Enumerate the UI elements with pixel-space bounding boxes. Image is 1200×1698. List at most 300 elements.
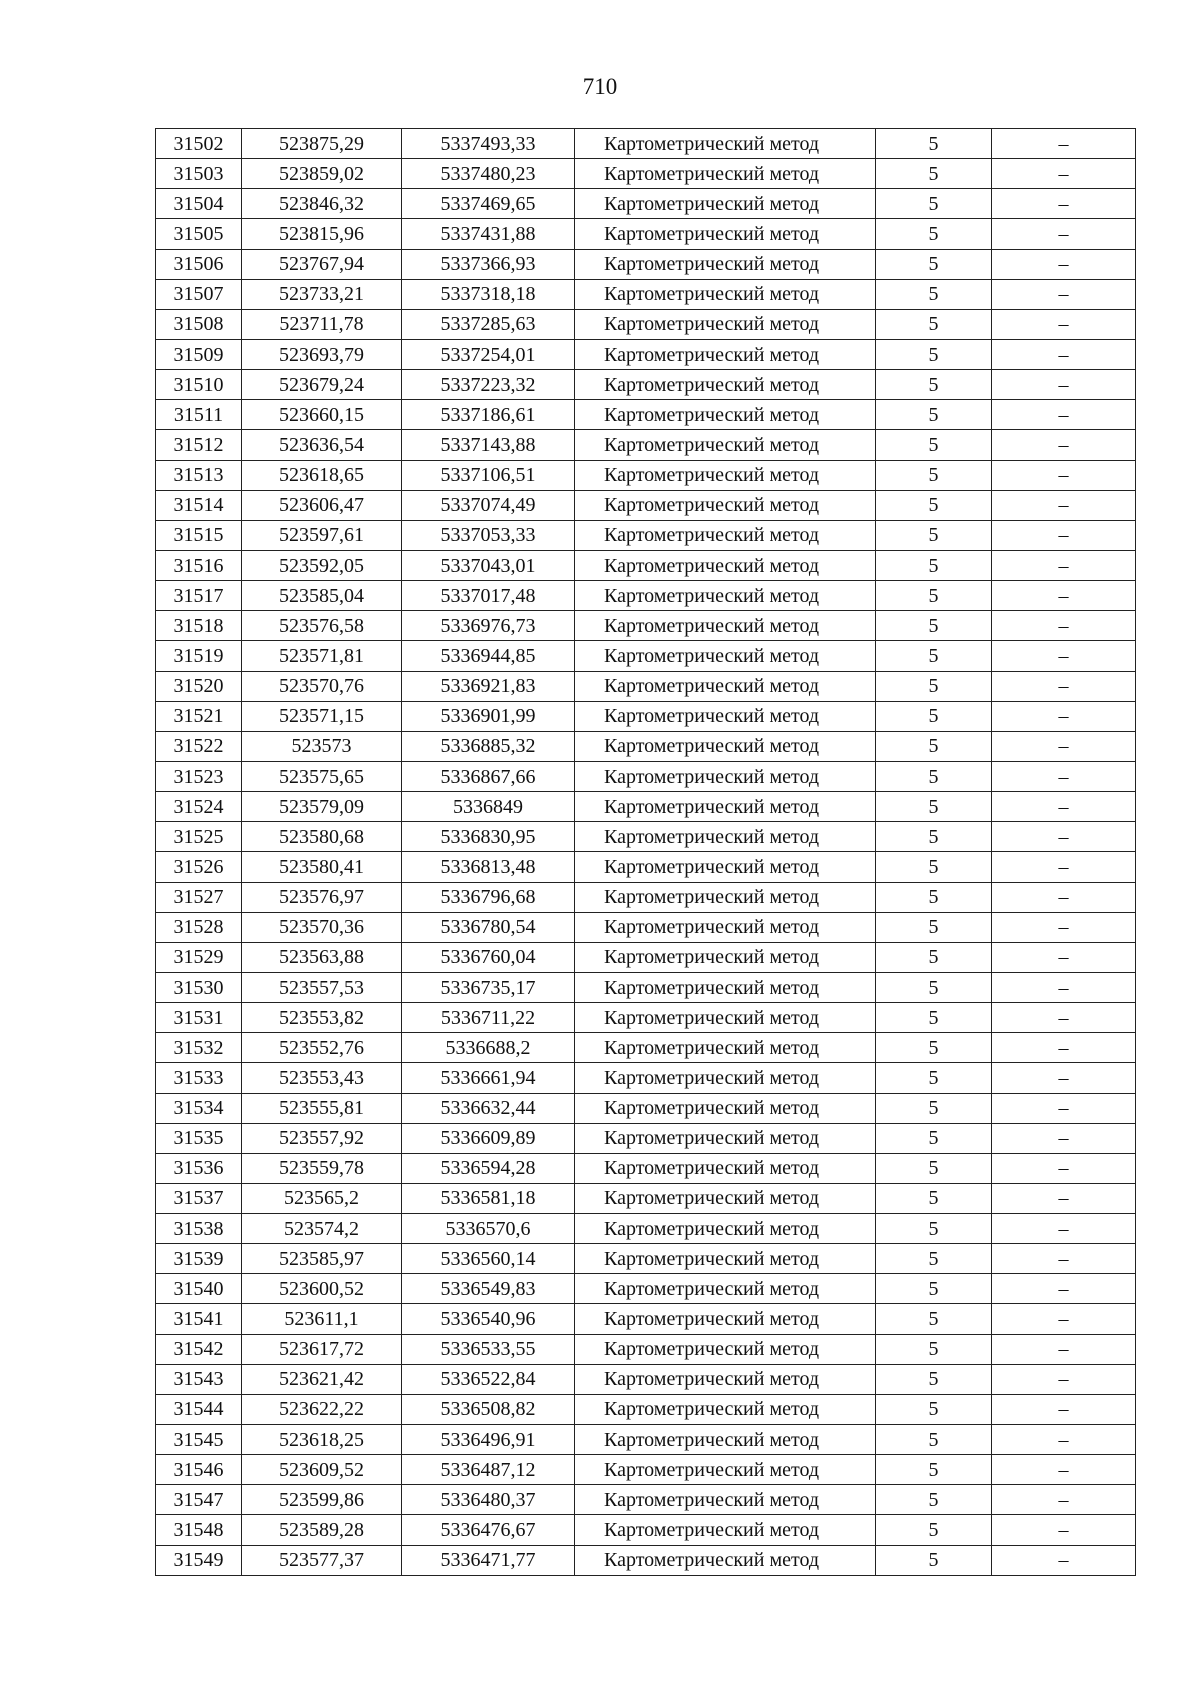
note-cell: –: [992, 1364, 1136, 1394]
x-coordinate-cell: 523553,82: [242, 1003, 402, 1033]
note-cell: –: [992, 1274, 1136, 1304]
table-row: [156, 279, 1136, 309]
note-cell: –: [992, 460, 1136, 490]
method-cell: Картометрический метод: [575, 1364, 876, 1394]
table-row: [156, 882, 1136, 912]
note-cell: –: [992, 129, 1136, 159]
point-number-cell: 31528: [156, 912, 242, 942]
point-number-cell: 31527: [156, 882, 242, 912]
accuracy-cell: 5: [876, 761, 992, 791]
y-coordinate-cell: 5337053,33: [402, 520, 575, 550]
accuracy-cell: 5: [876, 1364, 992, 1394]
accuracy-cell: 5: [876, 1153, 992, 1183]
table-row: [156, 430, 1136, 460]
table-row: [156, 852, 1136, 882]
y-coordinate-cell: 5337017,48: [402, 581, 575, 611]
note-cell: –: [992, 1003, 1136, 1033]
table-row: [156, 520, 1136, 550]
x-coordinate-cell: 523589,28: [242, 1515, 402, 1545]
accuracy-cell: 5: [876, 159, 992, 189]
method-cell: Картометрический метод: [575, 882, 876, 912]
x-coordinate-cell: 523679,24: [242, 370, 402, 400]
x-coordinate-cell: 523574,2: [242, 1214, 402, 1244]
accuracy-cell: 5: [876, 370, 992, 400]
point-number-cell: 31509: [156, 339, 242, 369]
method-cell: Картометрический метод: [575, 761, 876, 791]
method-cell: Картометрический метод: [575, 942, 876, 972]
x-coordinate-cell: 523570,36: [242, 912, 402, 942]
method-cell: Картометрический метод: [575, 219, 876, 249]
x-coordinate-cell: 523609,52: [242, 1455, 402, 1485]
point-number-cell: 31502: [156, 129, 242, 159]
x-coordinate-cell: 523557,53: [242, 972, 402, 1002]
y-coordinate-cell: 5337366,93: [402, 249, 575, 279]
point-number-cell: 31538: [156, 1214, 242, 1244]
y-coordinate-cell: 5336711,22: [402, 1003, 575, 1033]
y-coordinate-cell: 5336849: [402, 792, 575, 822]
table-row: [156, 400, 1136, 430]
note-cell: –: [992, 490, 1136, 520]
note-cell: –: [992, 581, 1136, 611]
x-coordinate-cell: 523859,02: [242, 159, 402, 189]
accuracy-cell: 5: [876, 490, 992, 520]
y-coordinate-cell: 5337285,63: [402, 309, 575, 339]
x-coordinate-cell: 523597,61: [242, 520, 402, 550]
note-cell: –: [992, 1394, 1136, 1424]
accuracy-cell: 5: [876, 189, 992, 219]
note-cell: –: [992, 219, 1136, 249]
note-cell: –: [992, 430, 1136, 460]
x-coordinate-cell: 523555,81: [242, 1093, 402, 1123]
x-coordinate-cell: 523846,32: [242, 189, 402, 219]
method-cell: Картометрический метод: [575, 370, 876, 400]
point-number-cell: 31523: [156, 761, 242, 791]
point-number-cell: 31530: [156, 972, 242, 1002]
point-number-cell: 31547: [156, 1485, 242, 1515]
page-number: 710: [582, 74, 618, 99]
table-row: [156, 972, 1136, 1002]
accuracy-cell: 5: [876, 701, 992, 731]
point-number-cell: 31526: [156, 852, 242, 882]
x-coordinate-cell: 523573: [242, 731, 402, 761]
table-row: [156, 490, 1136, 520]
x-coordinate-cell: 523559,78: [242, 1153, 402, 1183]
x-coordinate-cell: 523576,97: [242, 882, 402, 912]
y-coordinate-cell: 5336885,32: [402, 731, 575, 761]
method-cell: Картометрический метод: [575, 1455, 876, 1485]
coordinates-table: [155, 128, 1136, 1576]
table-row: [156, 219, 1136, 249]
point-number-cell: 31542: [156, 1334, 242, 1364]
method-cell: Картометрический метод: [575, 822, 876, 852]
y-coordinate-cell: 5337223,32: [402, 370, 575, 400]
note-cell: –: [992, 1545, 1136, 1575]
point-number-cell: 31529: [156, 942, 242, 972]
y-coordinate-cell: 5337318,18: [402, 279, 575, 309]
y-coordinate-cell: 5336944,85: [402, 641, 575, 671]
table-row: [156, 1093, 1136, 1123]
method-cell: Картометрический метод: [575, 1003, 876, 1033]
method-cell: Картометрический метод: [575, 731, 876, 761]
method-cell: Картометрический метод: [575, 1093, 876, 1123]
table-row: [156, 1244, 1136, 1274]
accuracy-cell: 5: [876, 1033, 992, 1063]
method-cell: Картометрический метод: [575, 1274, 876, 1304]
note-cell: –: [992, 279, 1136, 309]
accuracy-cell: 5: [876, 611, 992, 641]
y-coordinate-cell: 5336522,84: [402, 1364, 575, 1394]
note-cell: –: [992, 1455, 1136, 1485]
point-number-cell: 31531: [156, 1003, 242, 1033]
y-coordinate-cell: 5337186,61: [402, 400, 575, 430]
table-row: [156, 1304, 1136, 1334]
y-coordinate-cell: 5336632,44: [402, 1093, 575, 1123]
accuracy-cell: 5: [876, 1063, 992, 1093]
note-cell: –: [992, 370, 1136, 400]
method-cell: Картометрический метод: [575, 1244, 876, 1274]
table-row: [156, 671, 1136, 701]
table-row: [156, 159, 1136, 189]
y-coordinate-cell: 5337043,01: [402, 550, 575, 580]
x-coordinate-cell: 523618,25: [242, 1425, 402, 1455]
method-cell: Картометрический метод: [575, 490, 876, 520]
accuracy-cell: 5: [876, 852, 992, 882]
accuracy-cell: 5: [876, 641, 992, 671]
accuracy-cell: 5: [876, 249, 992, 279]
accuracy-cell: 5: [876, 1455, 992, 1485]
table-row: [156, 792, 1136, 822]
note-cell: –: [992, 309, 1136, 339]
note-cell: –: [992, 1153, 1136, 1183]
y-coordinate-cell: 5336560,14: [402, 1244, 575, 1274]
point-number-cell: 31510: [156, 370, 242, 400]
table-row: [156, 1455, 1136, 1485]
note-cell: –: [992, 701, 1136, 731]
note-cell: –: [992, 641, 1136, 671]
table-row: [156, 1214, 1136, 1244]
table-row: [156, 189, 1136, 219]
accuracy-cell: 5: [876, 1123, 992, 1153]
accuracy-cell: 5: [876, 822, 992, 852]
y-coordinate-cell: 5336487,12: [402, 1455, 575, 1485]
point-number-cell: 31539: [156, 1244, 242, 1274]
y-coordinate-cell: 5336476,67: [402, 1515, 575, 1545]
accuracy-cell: 5: [876, 129, 992, 159]
x-coordinate-cell: 523636,54: [242, 430, 402, 460]
x-coordinate-cell: 523600,52: [242, 1274, 402, 1304]
y-coordinate-cell: 5336496,91: [402, 1425, 575, 1455]
note-cell: –: [992, 1515, 1136, 1545]
accuracy-cell: 5: [876, 400, 992, 430]
method-cell: Картометрический метод: [575, 520, 876, 550]
accuracy-cell: 5: [876, 309, 992, 339]
method-cell: Картометрический метод: [575, 1153, 876, 1183]
method-cell: Картометрический метод: [575, 339, 876, 369]
note-cell: –: [992, 1244, 1136, 1274]
x-coordinate-cell: 523733,21: [242, 279, 402, 309]
x-coordinate-cell: 523580,41: [242, 852, 402, 882]
point-number-cell: 31512: [156, 430, 242, 460]
point-number-cell: 31525: [156, 822, 242, 852]
method-cell: Картометрический метод: [575, 1183, 876, 1213]
table-row: [156, 581, 1136, 611]
table-row: [156, 1153, 1136, 1183]
accuracy-cell: 5: [876, 460, 992, 490]
point-number-cell: 31522: [156, 731, 242, 761]
table-row: [156, 912, 1136, 942]
method-cell: Картометрический метод: [575, 400, 876, 430]
accuracy-cell: 5: [876, 792, 992, 822]
accuracy-cell: 5: [876, 1425, 992, 1455]
note-cell: –: [992, 550, 1136, 580]
note-cell: –: [992, 972, 1136, 1002]
y-coordinate-cell: 5336540,96: [402, 1304, 575, 1334]
table-row: [156, 1515, 1136, 1545]
accuracy-cell: 5: [876, 550, 992, 580]
y-coordinate-cell: 5336867,66: [402, 761, 575, 791]
accuracy-cell: 5: [876, 1183, 992, 1213]
point-number-cell: 31513: [156, 460, 242, 490]
method-cell: Картометрический метод: [575, 249, 876, 279]
note-cell: –: [992, 400, 1136, 430]
note-cell: –: [992, 1123, 1136, 1153]
point-number-cell: 31517: [156, 581, 242, 611]
note-cell: –: [992, 882, 1136, 912]
table-row: [156, 1063, 1136, 1093]
point-number-cell: 31548: [156, 1515, 242, 1545]
y-coordinate-cell: 5336471,77: [402, 1545, 575, 1575]
table-row: [156, 370, 1136, 400]
point-number-cell: 31532: [156, 1033, 242, 1063]
method-cell: Картометрический метод: [575, 972, 876, 1002]
accuracy-cell: 5: [876, 972, 992, 1002]
y-coordinate-cell: 5336780,54: [402, 912, 575, 942]
y-coordinate-cell: 5336581,18: [402, 1183, 575, 1213]
y-coordinate-cell: 5336901,99: [402, 701, 575, 731]
accuracy-cell: 5: [876, 912, 992, 942]
x-coordinate-cell: 523565,2: [242, 1183, 402, 1213]
x-coordinate-cell: 523580,68: [242, 822, 402, 852]
accuracy-cell: 5: [876, 1274, 992, 1304]
method-cell: Картометрический метод: [575, 430, 876, 460]
table-row: [156, 1183, 1136, 1213]
x-coordinate-cell: 523693,79: [242, 339, 402, 369]
table-row: [156, 129, 1136, 159]
note-cell: –: [992, 1183, 1136, 1213]
method-cell: Картометрический метод: [575, 671, 876, 701]
x-coordinate-cell: 523617,72: [242, 1334, 402, 1364]
x-coordinate-cell: 523585,04: [242, 581, 402, 611]
method-cell: Картометрический метод: [575, 1123, 876, 1153]
note-cell: –: [992, 189, 1136, 219]
table-row: [156, 822, 1136, 852]
point-number-cell: 31504: [156, 189, 242, 219]
point-number-cell: 31541: [156, 1304, 242, 1334]
point-number-cell: 31505: [156, 219, 242, 249]
y-coordinate-cell: 5336609,89: [402, 1123, 575, 1153]
table-row: [156, 339, 1136, 369]
y-coordinate-cell: 5337493,33: [402, 129, 575, 159]
point-number-cell: 31535: [156, 1123, 242, 1153]
table-row: [156, 611, 1136, 641]
table-row: [156, 701, 1136, 731]
method-cell: Картометрический метод: [575, 1063, 876, 1093]
y-coordinate-cell: 5336830,95: [402, 822, 575, 852]
x-coordinate-cell: 523660,15: [242, 400, 402, 430]
point-number-cell: 31533: [156, 1063, 242, 1093]
point-number-cell: 31536: [156, 1153, 242, 1183]
note-cell: –: [992, 159, 1136, 189]
point-number-cell: 31543: [156, 1364, 242, 1394]
table-row: [156, 550, 1136, 580]
point-number-cell: 31508: [156, 309, 242, 339]
method-cell: Картометрический метод: [575, 792, 876, 822]
point-number-cell: 31524: [156, 792, 242, 822]
note-cell: –: [992, 1093, 1136, 1123]
x-coordinate-cell: 523563,88: [242, 942, 402, 972]
accuracy-cell: 5: [876, 1394, 992, 1424]
point-number-cell: 31503: [156, 159, 242, 189]
y-coordinate-cell: 5337431,88: [402, 219, 575, 249]
method-cell: Картометрический метод: [575, 1304, 876, 1334]
point-number-cell: 31520: [156, 671, 242, 701]
note-cell: –: [992, 1334, 1136, 1364]
note-cell: –: [992, 942, 1136, 972]
method-cell: Картометрический метод: [575, 279, 876, 309]
accuracy-cell: 5: [876, 942, 992, 972]
note-cell: –: [992, 249, 1136, 279]
y-coordinate-cell: 5336813,48: [402, 852, 575, 882]
table-row: [156, 761, 1136, 791]
method-cell: Картометрический метод: [575, 550, 876, 580]
method-cell: Картометрический метод: [575, 1515, 876, 1545]
method-cell: Картометрический метод: [575, 1485, 876, 1515]
method-cell: Картометрический метод: [575, 129, 876, 159]
table-row: [156, 249, 1136, 279]
point-number-cell: 31521: [156, 701, 242, 731]
y-coordinate-cell: 5336594,28: [402, 1153, 575, 1183]
accuracy-cell: 5: [876, 339, 992, 369]
method-cell: Картометрический метод: [575, 641, 876, 671]
x-coordinate-cell: 523592,05: [242, 550, 402, 580]
note-cell: –: [992, 1033, 1136, 1063]
x-coordinate-cell: 523575,65: [242, 761, 402, 791]
table-row: [156, 1123, 1136, 1153]
y-coordinate-cell: 5336921,83: [402, 671, 575, 701]
accuracy-cell: 5: [876, 1485, 992, 1515]
method-cell: Картометрический метод: [575, 1394, 876, 1424]
method-cell: Картометрический метод: [575, 159, 876, 189]
note-cell: –: [992, 1304, 1136, 1334]
method-cell: Картометрический метод: [575, 1545, 876, 1575]
y-coordinate-cell: 5336735,17: [402, 972, 575, 1002]
note-cell: –: [992, 852, 1136, 882]
table-row: [156, 1003, 1136, 1033]
method-cell: Картометрический метод: [575, 701, 876, 731]
table-row: [156, 1334, 1136, 1364]
accuracy-cell: 5: [876, 581, 992, 611]
y-coordinate-cell: 5336760,04: [402, 942, 575, 972]
point-number-cell: 31540: [156, 1274, 242, 1304]
method-cell: Картометрический метод: [575, 912, 876, 942]
method-cell: Картометрический метод: [575, 611, 876, 641]
x-coordinate-cell: 523815,96: [242, 219, 402, 249]
point-number-cell: 31549: [156, 1545, 242, 1575]
point-number-cell: 31534: [156, 1093, 242, 1123]
y-coordinate-cell: 5337143,88: [402, 430, 575, 460]
table-row: [156, 1425, 1136, 1455]
x-coordinate-cell: 523552,76: [242, 1033, 402, 1063]
x-coordinate-cell: 523875,29: [242, 129, 402, 159]
x-coordinate-cell: 523585,97: [242, 1244, 402, 1274]
point-number-cell: 31546: [156, 1455, 242, 1485]
point-number-cell: 31511: [156, 400, 242, 430]
accuracy-cell: 5: [876, 1093, 992, 1123]
x-coordinate-cell: 523767,94: [242, 249, 402, 279]
y-coordinate-cell: 5336570,6: [402, 1214, 575, 1244]
accuracy-cell: 5: [876, 1304, 992, 1334]
coordinates-table-body: [156, 129, 1136, 1576]
table-row: [156, 1545, 1136, 1575]
point-number-cell: 31519: [156, 641, 242, 671]
x-coordinate-cell: 523553,43: [242, 1063, 402, 1093]
point-number-cell: 31537: [156, 1183, 242, 1213]
x-coordinate-cell: 523576,58: [242, 611, 402, 641]
y-coordinate-cell: 5337469,65: [402, 189, 575, 219]
accuracy-cell: 5: [876, 1244, 992, 1274]
note-cell: –: [992, 1425, 1136, 1455]
method-cell: Картометрический метод: [575, 1214, 876, 1244]
x-coordinate-cell: 523579,09: [242, 792, 402, 822]
x-coordinate-cell: 523599,86: [242, 1485, 402, 1515]
accuracy-cell: 5: [876, 219, 992, 249]
method-cell: Картометрический метод: [575, 1425, 876, 1455]
x-coordinate-cell: 523571,15: [242, 701, 402, 731]
note-cell: –: [992, 520, 1136, 550]
x-coordinate-cell: 523611,1: [242, 1304, 402, 1334]
y-coordinate-cell: 5337254,01: [402, 339, 575, 369]
accuracy-cell: 5: [876, 1515, 992, 1545]
table-row: [156, 1364, 1136, 1394]
method-cell: Картометрический метод: [575, 189, 876, 219]
method-cell: Картометрический метод: [575, 1334, 876, 1364]
x-coordinate-cell: 523606,47: [242, 490, 402, 520]
table-row: [156, 731, 1136, 761]
accuracy-cell: 5: [876, 1334, 992, 1364]
note-cell: –: [992, 761, 1136, 791]
point-number-cell: 31545: [156, 1425, 242, 1455]
table-row: [156, 309, 1136, 339]
y-coordinate-cell: 5336688,2: [402, 1033, 575, 1063]
table-row: [156, 641, 1136, 671]
x-coordinate-cell: 523557,92: [242, 1123, 402, 1153]
y-coordinate-cell: 5336480,37: [402, 1485, 575, 1515]
table-row: [156, 942, 1136, 972]
note-cell: –: [992, 1214, 1136, 1244]
accuracy-cell: 5: [876, 882, 992, 912]
y-coordinate-cell: 5336508,82: [402, 1394, 575, 1424]
y-coordinate-cell: 5336796,68: [402, 882, 575, 912]
accuracy-cell: 5: [876, 1003, 992, 1033]
accuracy-cell: 5: [876, 279, 992, 309]
y-coordinate-cell: 5337106,51: [402, 460, 575, 490]
accuracy-cell: 5: [876, 1545, 992, 1575]
note-cell: –: [992, 912, 1136, 942]
accuracy-cell: 5: [876, 731, 992, 761]
y-coordinate-cell: 5337074,49: [402, 490, 575, 520]
y-coordinate-cell: 5336976,73: [402, 611, 575, 641]
x-coordinate-cell: 523577,37: [242, 1545, 402, 1575]
